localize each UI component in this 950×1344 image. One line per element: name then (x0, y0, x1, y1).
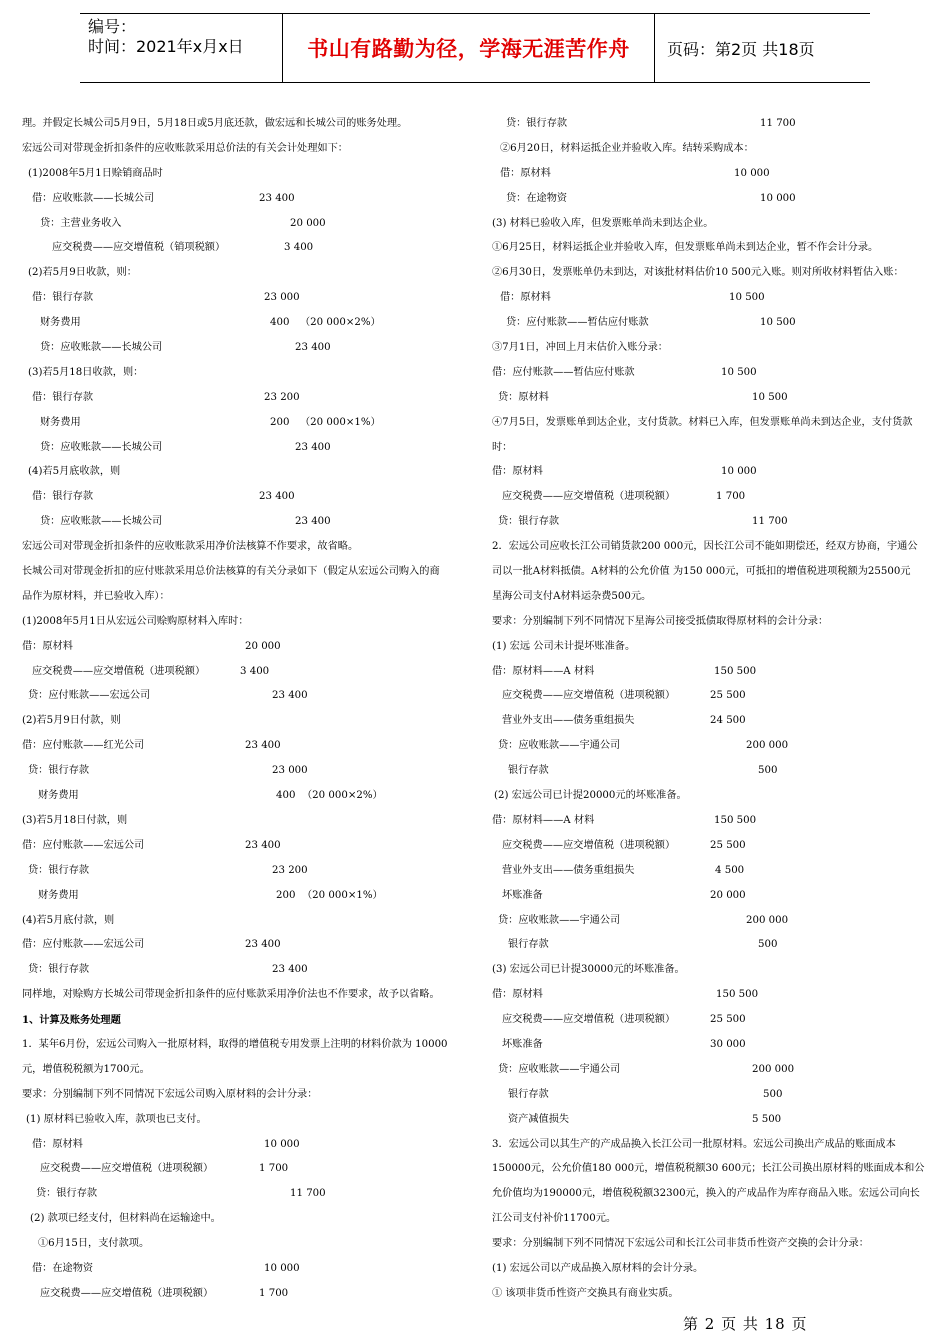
amount: 4 500 (715, 864, 745, 876)
line-text: 同样地，对赊购方长城公司带现金折扣条件的应付账款采用净价法也不作要求，故予以省略。 (22, 989, 440, 1001)
amount: 23 400 (272, 964, 308, 976)
line-text: 宏远公司对带现金折扣条件的应收账款采用总价法的有关会计处理如下： (22, 142, 348, 154)
text-line (22, 1207, 468, 1232)
amount: 500 (758, 939, 778, 951)
line-text: 允价值均为190000元，增值税税额32300元，换入的产成品作为库存商品入账。宏远公司向长 (492, 1188, 920, 1200)
amount: 23 400 (245, 740, 281, 752)
header-motto: 书山有路勤为径，学海无涯苦作舟 (307, 37, 630, 61)
text-line (22, 660, 468, 685)
line-text: 要求：分别编制下列不同情况下星海公司接受抵债取得原材料的会计分录： (492, 615, 829, 627)
calc-note: （20 000×1%） (302, 889, 383, 901)
text-line (492, 510, 932, 535)
text-line (22, 1108, 468, 1133)
line-text: 借：原材料 (32, 1138, 83, 1150)
line-text: 借：应付账款——宏远公司 (22, 939, 145, 951)
line-text: 借：原材料——A 材料 (492, 814, 595, 826)
line-text: 坏账准备 (502, 1038, 543, 1050)
line-text: (2)若5月9日付款，则 (22, 715, 121, 727)
text-line (492, 535, 932, 560)
amount: 400 (270, 317, 290, 329)
time-label: 时间：2021年x月x日 (88, 37, 244, 56)
calc-note: （20 000×2%） (302, 790, 383, 802)
line-text: 品作为原材料，并已验收入库）： (22, 590, 170, 602)
line-text: 银行存款 (508, 1088, 549, 1100)
line-text: (2)若5月9日收款，则： (28, 267, 137, 279)
text-line (492, 610, 932, 635)
text-line (492, 734, 932, 759)
line-text: 应交税费——应交增值税（进项税额） (502, 491, 676, 503)
line-text: (1) 宏远 公司未计提坏账准备。 (492, 640, 636, 652)
line-text: 理。并假定长城公司5月9日，5月18日或5月底还款，做宏远和长城公司的账务处理。 (22, 118, 408, 129)
amount: 200 (270, 416, 290, 428)
line-text: 1、计算及账务处理题 (22, 1014, 121, 1027)
text-line (492, 884, 932, 909)
text-line (492, 859, 932, 884)
line-text: 借：原材料——A 材料 (492, 665, 595, 677)
line-text: (1) 宏远公司以产成品换入原材料的会计分录。 (492, 1262, 704, 1274)
text-line (22, 1083, 468, 1108)
text-line (22, 1182, 468, 1207)
amount: 24 500 (710, 715, 746, 727)
text-line (22, 386, 468, 411)
text-line (492, 1033, 932, 1058)
line-text: (3) 宏远公司已计提30000元的坏账准备。 (492, 964, 685, 976)
text-line (22, 585, 468, 610)
header-motto-cell (283, 14, 655, 82)
line-text: 资产减值损失 (508, 1113, 570, 1125)
line-text: 贷：应收账款——宇通公司 (498, 914, 621, 926)
line-text: 借：原材料 (492, 989, 543, 1001)
amount: 200 000 (746, 914, 789, 926)
line-text: 坏账准备 (502, 889, 543, 901)
amount: 5 500 (752, 1113, 782, 1125)
line-text: 财务费用 (38, 889, 79, 901)
line-text: 1．某年6月份，宏远公司购入一批原材料，取得的增值税专用发票上注明的材料价款为 10000 (22, 1038, 448, 1050)
line-text: 要求：分别编制下列不同情况下宏远公司购入原材料的会计分录： (22, 1088, 318, 1100)
text-line (22, 1008, 468, 1033)
text-line (492, 187, 932, 212)
amount: 3 400 (240, 665, 270, 677)
text-line (492, 436, 932, 461)
amount: 500 (763, 1088, 783, 1100)
amount: 200 000 (746, 740, 789, 752)
amount: 25 500 (710, 690, 746, 702)
line-text: 借：应付账款——宏远公司 (22, 839, 145, 851)
line-text: 借：应付账款——红光公司 (22, 740, 145, 752)
amount: 11 700 (752, 516, 788, 528)
amount: 200 (276, 889, 296, 901)
amount: 20 000 (245, 640, 281, 652)
amount: 23 400 (245, 839, 281, 851)
line-text: 贷：银行存款 (28, 765, 90, 777)
amount: 23 400 (259, 192, 295, 204)
line-text: ④7月5日，发票账单到达企业，支付货款。材料已入库，但发票账单尚未到达企业，支付货款 (492, 416, 913, 428)
line-text: 借：原材料 (500, 167, 551, 179)
text-line (492, 336, 932, 361)
line-text: 贷：主营业务收入 (40, 217, 122, 229)
amount: 150 500 (714, 665, 757, 677)
line-text: (2) 宏远公司已计提20000元的坏账准备。 (494, 790, 687, 802)
text-line (22, 212, 468, 237)
line-text: 财务费用 (38, 790, 79, 802)
text-line (22, 361, 468, 386)
amount: 10 000 (734, 167, 770, 179)
line-text: 宏远公司对带现金折扣条件的应收账款采用净价法核算不作要求，故省略。 (22, 541, 359, 553)
calc-note: （20 000×1%） (300, 416, 381, 428)
text-line (22, 137, 468, 162)
text-line (22, 187, 468, 212)
amount: 23 400 (295, 516, 331, 528)
text-line (22, 635, 468, 660)
amount: 500 (758, 765, 778, 777)
line-text: 贷：银行存款 (28, 964, 90, 976)
line-text: (2) 款项已经支付，但材料尚在运输途中。 (30, 1213, 221, 1225)
amount: 3 400 (284, 242, 314, 254)
text-line (22, 261, 468, 286)
text-line (492, 1058, 932, 1083)
text-line (22, 560, 468, 585)
amount: 11 700 (290, 1188, 326, 1200)
page-footer: 第 2 页 共 18 页 (683, 1315, 808, 1333)
text-line (492, 933, 932, 958)
text-line (22, 784, 468, 809)
text-line (22, 734, 468, 759)
text-line (492, 784, 932, 809)
amount: 23 400 (245, 939, 281, 951)
text-line (492, 1257, 932, 1282)
text-line (492, 212, 932, 237)
amount: 23 400 (259, 491, 295, 503)
line-text: 贷：应收账款——宇通公司 (498, 1063, 621, 1075)
text-line (492, 1182, 932, 1207)
line-text: 贷：应付账款——暂估应付账款 (506, 317, 649, 329)
line-text: 营业外支出——债务重组损失 (502, 864, 635, 876)
line-text: 时： (492, 441, 513, 453)
line-text: 贷：应收账款——长城公司 (40, 516, 163, 528)
text-line (492, 1083, 932, 1108)
code-label: 编号： (88, 17, 137, 36)
line-text: 借：应付账款——暂估应付账款 (492, 366, 635, 378)
line-text: 应交税费——应交增值税（进项税额） (32, 665, 206, 677)
text-line (492, 909, 932, 934)
line-text: 应交税费——应交增值税（销项税额） (52, 242, 226, 254)
line-text: (4)若5月底付款，则 (22, 914, 115, 926)
text-line (492, 759, 932, 784)
amount: 10 500 (721, 366, 757, 378)
text-line (22, 958, 468, 983)
amount: 200 000 (752, 1063, 795, 1075)
amount: 20 000 (290, 217, 326, 229)
text-line (22, 1033, 468, 1058)
text-line (492, 585, 932, 610)
text-line (22, 1133, 468, 1158)
amount: 10 000 (264, 1262, 300, 1274)
text-line (492, 236, 932, 261)
line-text: 元，增值税税额为1700元。 (22, 1063, 150, 1075)
line-text: 150000元，公允价值180 000元，增值税税额30 600元；长江公司换出原材料的账面成本和公 (492, 1163, 925, 1175)
text-line (492, 1282, 932, 1307)
amount: 400 (276, 790, 296, 802)
text-line (492, 386, 932, 411)
amount: 25 500 (710, 839, 746, 851)
amount: 11 700 (760, 118, 796, 129)
line-text: 长城公司对带现金折扣的应付账款采用总价法核算的有关分录如下（假定从宏远公司购入的商 (22, 566, 440, 578)
line-text: (1)2008年5月1日从宏远公司赊购原材料入库时： (22, 615, 249, 627)
text-line (492, 162, 932, 187)
text-line (492, 460, 932, 485)
line-text: ③7月1日，冲回上月末估价入账分录： (492, 342, 668, 354)
text-line (492, 560, 932, 585)
line-text: ②6月20日，材料运抵企业并验收入库。结转采购成本： (500, 142, 754, 154)
line-text: (4)若5月底收款，则 (28, 466, 121, 478)
text-line (22, 1058, 468, 1083)
text-line (492, 361, 932, 386)
line-text: 贷：应收账款——长城公司 (40, 342, 163, 354)
line-text: 借：原材料 (492, 466, 543, 478)
line-text: 财务费用 (40, 317, 81, 329)
text-line (492, 411, 932, 436)
text-line (22, 859, 468, 884)
text-line (22, 286, 468, 311)
amount: 1 700 (716, 491, 746, 503)
text-line (22, 510, 468, 535)
text-line (492, 261, 932, 286)
line-text: 借：银行存款 (32, 491, 94, 503)
text-line (22, 909, 468, 934)
line-text: (3) 材料已验收入库，但发票账单尚未到达企业。 (492, 217, 714, 229)
text-line (22, 983, 468, 1008)
text-line (492, 1157, 932, 1182)
text-line (22, 436, 468, 461)
right-column (492, 112, 932, 1307)
line-text: 贷：银行存款 (36, 1188, 98, 1200)
line-text: (3)若5月18日付款，则 (22, 814, 128, 826)
amount: 23 400 (295, 342, 331, 354)
text-line (492, 1207, 932, 1232)
line-text: 星海公司支付A材料运杂费500元。 (492, 590, 652, 602)
line-text: 2．宏远公司应收长江公司销货款200 000元，因长江公司不能如期偿还，经双方协商，宇通公 (492, 541, 918, 553)
line-text: 贷：银行存款 (506, 118, 568, 129)
text-line (492, 137, 932, 162)
line-text: 应交税费——应交增值税（进项税额） (502, 839, 676, 851)
amount: 150 500 (714, 814, 757, 826)
amount: 23 200 (264, 391, 300, 403)
text-line (492, 1008, 932, 1033)
line-text: 贷：应付账款——宏远公司 (28, 690, 151, 702)
header-meta (80, 14, 283, 82)
line-text: 贷：在途物资 (506, 192, 568, 204)
left-column (22, 112, 468, 1307)
text-line (22, 1282, 468, 1307)
text-line (22, 535, 468, 560)
text-line (492, 286, 932, 311)
text-line (22, 709, 468, 734)
line-text: 借：原材料 (500, 292, 551, 304)
text-line (22, 1257, 468, 1282)
amount: 10 000 (721, 466, 757, 478)
text-line (492, 684, 932, 709)
line-text: 银行存款 (508, 939, 549, 951)
text-line (22, 933, 468, 958)
line-text: (1)2008年5月1日赊销商品时 (28, 167, 163, 179)
amount: 23 400 (272, 690, 308, 702)
text-line (22, 1232, 468, 1257)
line-text: 司以一批A材料抵债。A材料的公允价值 为150 000元，可抵扣的增值税进项税额为25500元 (492, 566, 911, 578)
text-line (22, 162, 468, 187)
line-text: (1) 原材料已验收入库，款项也已支付。 (26, 1113, 207, 1125)
text-line (492, 834, 932, 859)
page-header (80, 13, 870, 83)
text-line (492, 809, 932, 834)
text-line (22, 884, 468, 909)
amount: 23 000 (272, 765, 308, 777)
amount: 10 500 (760, 317, 796, 329)
line-text: ②6月30日，发票账单仍未到达，对该批材料估价10 500元入账。则对所收材料暂估入账： (492, 267, 904, 279)
line-text: 借：银行存款 (32, 391, 94, 403)
calc-note: （20 000×2%） (300, 317, 381, 329)
amount: 1 700 (259, 1163, 289, 1175)
amount: 20 000 (710, 889, 746, 901)
amount: 1 700 (259, 1287, 289, 1299)
line-text: 应交税费——应交增值税（进项税额） (502, 1014, 676, 1026)
amount: 30 000 (710, 1038, 746, 1050)
text-line (22, 610, 468, 635)
line-text: 财务费用 (40, 416, 81, 428)
amount: 23 000 (264, 292, 300, 304)
amount: 10 000 (760, 192, 796, 204)
text-line (492, 1232, 932, 1257)
line-text: 应交税费——应交增值税（进项税额） (502, 690, 676, 702)
line-text: 贷：银行存款 (28, 864, 90, 876)
line-text: 营业外支出——债务重组损失 (502, 715, 635, 727)
amount: 25 500 (710, 1014, 746, 1026)
line-text: 要求：分别编制下列不同情况下宏远公司和长江公司非货币性资产交换的会计分录： (492, 1238, 869, 1250)
text-line (22, 336, 468, 361)
text-line (22, 759, 468, 784)
line-text: 贷：应收账款——长城公司 (40, 441, 163, 453)
amount: 150 500 (716, 989, 759, 1001)
amount: 23 200 (272, 864, 308, 876)
text-line (22, 1157, 468, 1182)
line-text: 应交税费——应交增值税（进项税额） (40, 1163, 214, 1175)
line-text: 贷：原材料 (498, 391, 549, 403)
line-text: (3)若5月18日收款，则： (28, 366, 144, 378)
line-text: 3．宏远公司以其生产的产成品换入长江公司一批原材料。宏远公司换出产成品的账面成本 (492, 1138, 896, 1150)
line-text: ① 该项非货币性资产交换具有商业实质。 (492, 1287, 679, 1299)
text-line (22, 460, 468, 485)
text-line (22, 834, 468, 859)
header-page-info: 页码：第2页 共18页 (667, 39, 815, 59)
text-line (22, 411, 468, 436)
amount: 23 400 (295, 441, 331, 453)
amount: 10 500 (729, 292, 765, 304)
line-text: 借：银行存款 (32, 292, 94, 304)
text-line (22, 236, 468, 261)
amount: 10 000 (264, 1138, 300, 1150)
text-line (492, 958, 932, 983)
text-line (492, 485, 932, 510)
line-text: 应交税费——应交增值税（进项税额） (40, 1287, 214, 1299)
text-line (492, 1133, 932, 1158)
line-text: 贷：应收账款——宇通公司 (498, 740, 621, 752)
text-line (492, 983, 932, 1008)
text-line (22, 809, 468, 834)
text-line (492, 112, 932, 137)
line-text: 银行存款 (508, 765, 549, 777)
line-text: 借：原材料 (22, 640, 73, 652)
amount: 10 500 (752, 391, 788, 403)
text-line (492, 709, 932, 734)
line-text: ①6月25日，材料运抵企业并验收入库，但发票账单尚未到达企业，暂不作会计分录。 (492, 242, 879, 254)
text-line (492, 635, 932, 660)
text-line (22, 311, 468, 336)
line-text: 借：在途物资 (32, 1262, 94, 1274)
line-text: ①6月15日，支付款项。 (38, 1238, 150, 1250)
text-line (492, 311, 932, 336)
line-text: 江公司支付补价11700元。 (492, 1213, 617, 1225)
text-line (492, 1108, 932, 1133)
text-line (22, 485, 468, 510)
line-text: 借：应收账款——长城公司 (32, 192, 155, 204)
line-text: 贷：银行存款 (498, 516, 560, 528)
text-line (22, 112, 468, 137)
text-line (492, 660, 932, 685)
text-line (22, 684, 468, 709)
